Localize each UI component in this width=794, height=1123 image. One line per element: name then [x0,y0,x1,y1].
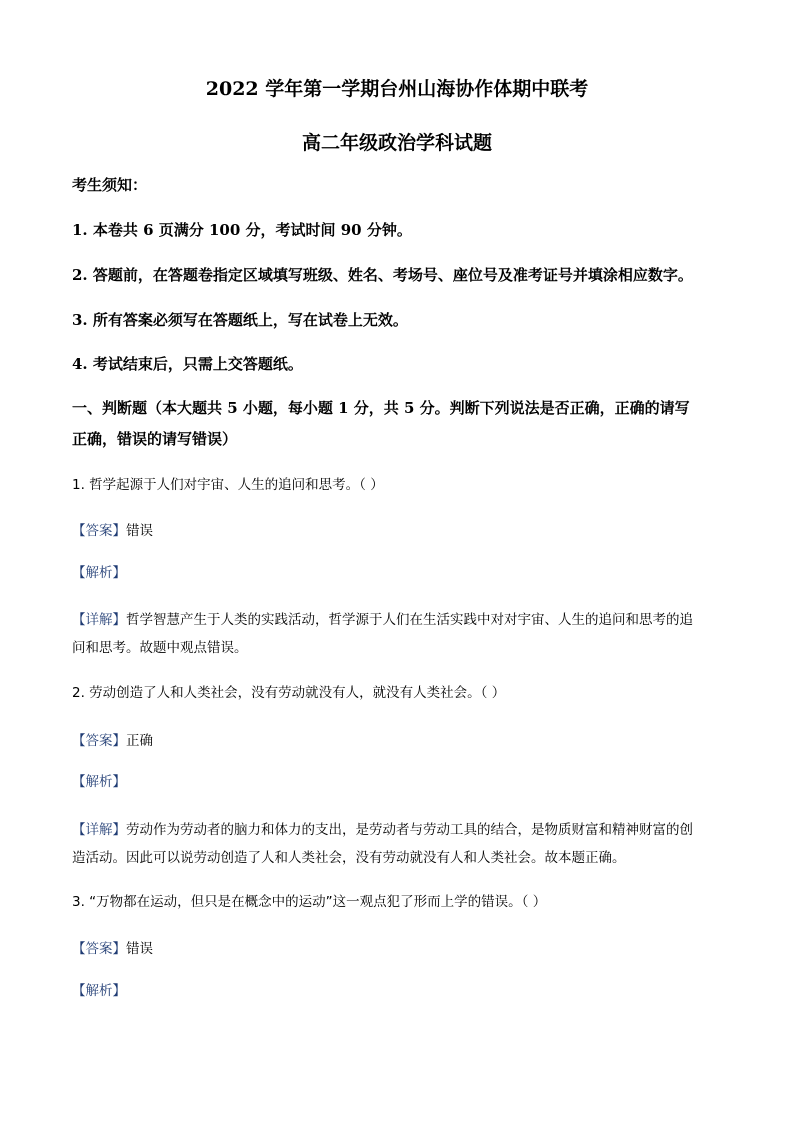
answer-label: 【答案】 [72,941,126,957]
detail-label: 【详解】 [72,612,126,628]
answer-value: 错误 [126,941,153,957]
question-2-detail-line1 [72,821,693,838]
section-heading-line1: 一、判断题（本大题共 5 小题，每小题 1 分，共 5 分。判断下列说法是否正确，正确的请写 [72,399,690,417]
question-3-answer [72,940,153,957]
question-2-stem: 2. 劳动创造了人和人类社会，没有劳动就没有人，就没有人类社会。（ ） [72,685,506,701]
question-3-analysis-label: 【解析】 [72,983,126,999]
notice-item-1: 1. 本卷共 6 页满分 100 分，考试时间 90 分钟。 [72,221,412,239]
answer-label: 【答案】 [72,733,126,749]
question-2-detail-line2: 造活动。因此可以说劳动创造了人和人类社会，没有劳动就没有人和人类社会。故本题正确。 [72,850,626,866]
question-2-answer [72,732,153,749]
detail-label: 【详解】 [72,822,126,838]
notice-item-4: 4. 考试结束后，只需上交答题纸。 [72,355,303,373]
notice-item-2: 2. 答题前，在答题卷指定区域填写班级、姓名、考场号、座位号及准考证号并填涂相应数字。 [72,266,693,284]
exam-title: 2022 学年第一学期台州山海协作体期中联考 [205,78,589,100]
answer-value: 错误 [126,523,153,539]
detail-text: 哲学智慧产生于人类的实践活动，哲学源于人们在生活实践中对对宇宙、人生的追问和思考的追 [126,612,693,628]
section-heading-line2: 正确，错误的请写错误） [72,430,238,448]
question-3-stem: 3. “万物都在运动，但只是在概念中的运动”这一观点犯了形而上学的错误。（ ） [72,894,547,910]
notice-item-3: 3. 所有答案必须写在答题纸上，写在试卷上无效。 [72,311,408,329]
question-1-stem: 1. 哲学起源于人们对宇宙、人生的追问和思考。（ ） [72,477,384,493]
question-1-detail-line1 [72,611,693,628]
detail-text: 劳动作为劳动者的脑力和体力的支出，是劳动者与劳动工具的结合，是物质财富和精神财富的创 [126,822,693,838]
question-1-detail-line2: 问和思考。故题中观点错误。 [72,640,248,656]
answer-value: 正确 [126,733,153,749]
exam-subtitle: 高二年级政治学科试题 [301,132,492,154]
answer-label: 【答案】 [72,523,126,539]
notice-heading: 考生须知： [72,176,148,194]
question-2-analysis-label: 【解析】 [72,774,126,790]
question-1-answer [72,522,153,539]
question-1-analysis-label: 【解析】 [72,565,126,581]
